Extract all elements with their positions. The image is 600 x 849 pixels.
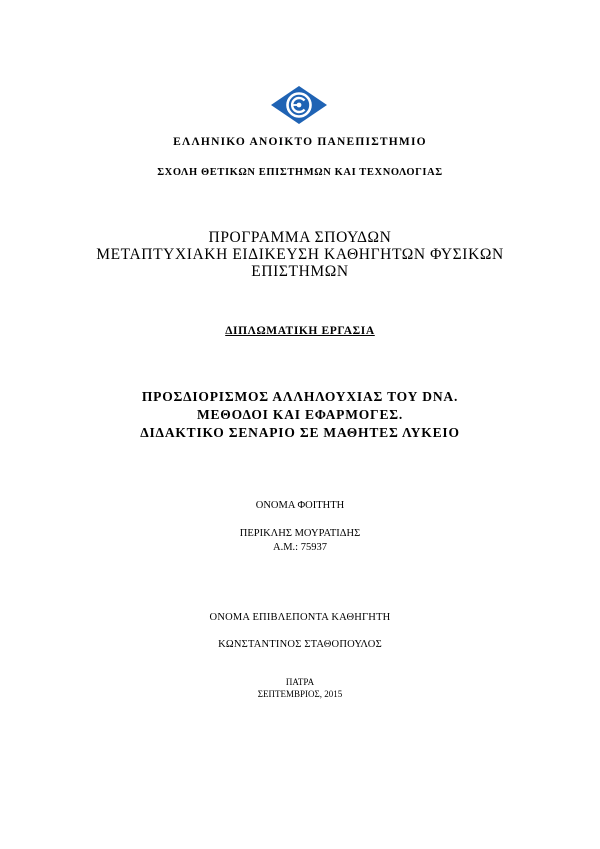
title-line-3: ΔΙΔΑΚΤΙΚΟ ΣΕΝΑΡΙΟ ΣΕ ΜΑΘΗΤΕΣ ΛΥΚΕΙΟ [140, 425, 460, 440]
supervisor-name: ΚΩΝΣΤΑΝΤΙΝΟΣ ΣΤΑΘΟΠΟΥΛΟΣ [218, 639, 382, 650]
student-label: ΟΝΟΜΑ ΦΟΙΤΗΤΗ [255, 500, 345, 511]
student-info [0, 527, 600, 555]
university-name: ΕΛΛΗΝΙΚΟ ΑΝΟΙΚΤΟ ΠΑΝΕΠΙΣΤΗΜΙΟ [173, 136, 427, 148]
place-date [0, 676, 600, 700]
student-id: Α.Μ.: 75937 [273, 542, 327, 553]
program-line-1: ΠΡΟΓΡΑΜΜΑ ΣΠΟΥΔΩΝ [208, 229, 392, 246]
title-line-1: ΠΡΟΣΔΙΟΡΙΣΜΟΣ ΑΛΛΗΛΟΥΧΙΑΣ ΤΟΥ DNA. [141, 389, 459, 404]
study-program [0, 229, 600, 280]
supervisor-label: ΟΝΟΜΑ ΕΠΙΒΛΕΠΟΝΤΑ ΚΑΘΗΓΗΤΗ [209, 612, 391, 623]
thesis-type [0, 325, 600, 337]
program-line-3: ΕΠΙΣΤΗΜΩΝ [251, 263, 349, 280]
date: ΣΕΠΤΕΜΒΡΙΟΣ, 2015 [257, 689, 343, 699]
title-line-2: ΜΕΘΟΔΟΙ ΚΑΙ ΕΦΑΡΜΟΓΕΣ. [196, 407, 404, 422]
school-name: ΣΧΟΛΗ ΘΕΤΙΚΩΝ ΕΠΙΣΤΗΜΩΝ ΚΑΙ ΤΕΧΝΟΛΟΓΙΑΣ [157, 167, 443, 178]
place: ΠΑΤΡΑ [285, 677, 315, 687]
university-logo-icon [269, 85, 329, 125]
program-line-2: ΜΕΤΑΠΤΥΧΙΑΚΗ ΕΙΔΙΚΕΥΣΗ ΚΑΘΗΓΗΤΩΝ ΦΥΣΙΚΩΝ [96, 246, 504, 263]
thesis-title [0, 388, 600, 442]
student-name: ΠΕΡΙΚΛΗΣ ΜΟΥΡΑΤΙΔΗΣ [239, 528, 361, 539]
thesis-type-label: ΔΙΠΛΩΜΑΤΙΚΗ ΕΡΓΑΣΙΑ [225, 325, 375, 337]
